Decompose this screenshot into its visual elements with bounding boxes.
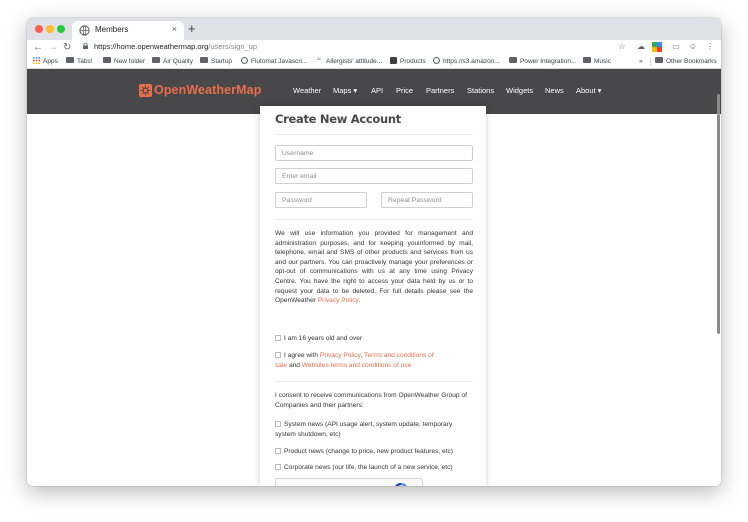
bookmark-label: Other Bookmarks [666, 58, 717, 65]
bookmark-s3-amazon[interactable] [433, 57, 500, 67]
legal-notice [275, 229, 473, 306]
url-path: /users/sign_up [208, 42, 258, 51]
signup-card [260, 106, 486, 486]
bookmark-power-integration[interactable] [509, 57, 576, 67]
url-host: https://home.openweathermap.org [94, 42, 209, 51]
bookmark-startup[interactable] [200, 57, 232, 67]
cast-icon[interactable]: ▭ [672, 42, 680, 51]
divider [275, 381, 473, 382]
folder-icon [583, 57, 591, 63]
wave-icon: ≈ [317, 56, 321, 64]
agree-separator: , [360, 352, 365, 359]
bookmark-label: Allergists' attitude... [326, 58, 383, 65]
corporate-news-checkbox[interactable] [275, 464, 281, 470]
bookmark-label: Apps [43, 58, 58, 65]
address-bar[interactable] [75, 41, 635, 54]
bookmark-music[interactable] [583, 57, 611, 67]
agree-checkbox[interactable] [275, 352, 281, 358]
menu-kebab-icon[interactable]: ⋮ [706, 42, 714, 51]
minimize-window-button[interactable] [46, 25, 54, 33]
nav-widgets[interactable]: Widgets [506, 86, 534, 95]
username-field[interactable]: Username [275, 145, 473, 161]
bookmark-label: https://s3.amazon... [443, 58, 500, 65]
tab-strip [27, 18, 721, 40]
age-check-row [275, 334, 473, 344]
bookmark-label: Startup [211, 58, 232, 65]
new-tab-button[interactable]: + [188, 21, 196, 36]
age-checkbox[interactable] [275, 335, 281, 341]
bookmark-products[interactable] [390, 57, 426, 67]
browser-window [27, 18, 721, 486]
agree-and: and [287, 361, 302, 369]
product-news-row [275, 447, 473, 457]
bookmark-label: Power Integration... [520, 58, 577, 65]
scrollbar-thumb[interactable] [717, 94, 720, 114]
url-text [94, 42, 257, 52]
corporate-news-row [275, 463, 473, 473]
divider [275, 219, 473, 220]
folder-icon [509, 57, 517, 63]
recaptcha-icon [394, 483, 408, 486]
legal-end: . [358, 297, 361, 305]
close-window-button[interactable] [35, 25, 43, 33]
globe-icon [241, 57, 248, 64]
bookmark-other[interactable] [655, 57, 717, 67]
recaptcha-widget [275, 478, 423, 486]
apps-grid-icon [33, 57, 40, 64]
bookmarks-separator [650, 58, 651, 66]
folder-icon [103, 57, 111, 63]
nav-stations[interactable]: Stations [467, 86, 495, 95]
bookmark-new-folder[interactable] [103, 57, 145, 67]
globe-icon [79, 25, 90, 36]
consent-text: I consent to receive communications from OpenWeather Group of Companies and their partners: [275, 392, 467, 409]
folder-icon [66, 57, 74, 63]
tab-members[interactable] [72, 21, 184, 40]
privacy-policy-link[interactable]: Privacy Policy [317, 297, 359, 305]
agree-privacy-link[interactable]: Privacy Policy [319, 352, 361, 359]
cloud-icon[interactable]: ☁ [637, 42, 645, 51]
bookmark-label: Products [400, 58, 426, 65]
system-news-row [275, 420, 473, 439]
lock-icon [83, 43, 88, 49]
bookmark-flutomat[interactable] [241, 57, 307, 67]
product-news-checkbox[interactable] [275, 448, 281, 454]
page-title: Create New Account [275, 112, 401, 126]
agree-website-terms-link[interactable]: Websites terms and conditions of use [301, 361, 412, 369]
email-field[interactable]: Enter email [275, 168, 473, 184]
back-arrow-icon[interactable]: ← [33, 42, 43, 53]
nav-maps[interactable]: Maps ▾ [333, 86, 358, 95]
bookmarks-overflow-button[interactable]: » [639, 58, 643, 65]
folder-icon [655, 57, 663, 63]
agree-terms-sale-link[interactable]: Terms and conditions of sale [275, 352, 434, 369]
agree-row [275, 351, 445, 370]
tab-close-icon[interactable]: × [171, 24, 177, 34]
profile-icon[interactable]: ☺ [688, 42, 698, 51]
forward-arrow-icon[interactable]: → [48, 42, 58, 53]
sun-logo-icon[interactable] [139, 84, 152, 97]
password-field[interactable]: Password [275, 192, 367, 208]
nav-api[interactable]: API [371, 86, 384, 95]
bookmark-label: Air Quality [163, 58, 193, 65]
bookmark-star-icon[interactable]: ☆ [618, 42, 626, 51]
reload-icon[interactable]: ↻ [63, 42, 72, 53]
age-check-label: I am 16 years old and over [284, 335, 363, 342]
tab-title: Members [95, 25, 129, 34]
folder-icon [152, 57, 160, 63]
nav-weather[interactable]: Weather [293, 86, 322, 95]
bookmark-air-quality[interactable] [152, 57, 193, 67]
repeat-password-field[interactable]: Repeat Password [381, 192, 473, 208]
folder-icon [200, 57, 208, 63]
nav-news[interactable]: News [545, 86, 564, 95]
product-news-label: Product news (change to price, new product features, etc) [284, 448, 453, 455]
bookmark-allergists[interactable] [315, 57, 382, 67]
maximize-window-button[interactable] [57, 25, 65, 33]
nav-price[interactable]: Price [396, 86, 414, 95]
bookmark-tabs[interactable] [66, 57, 93, 67]
extension-color-icon[interactable] [652, 42, 662, 52]
legal-text: We will use information you provided for management and administration purposes, and for keeping youinformed by mail, telephone, email and SMS of other products and services from us and our partners. You can proactively manage your preferences or opt-out of communications with us at any time using Privacy Centre. You have the right to access your data held by us or to request your data to be deleted. For full details please see the OpenWeather [275, 230, 473, 305]
agree-prefix: I agree with [284, 352, 320, 359]
bookmark-apps[interactable] [33, 57, 58, 67]
divider [275, 134, 473, 135]
scrollbar-thumb-lower[interactable] [717, 114, 720, 334]
corporate-news-label: Corporate news (our life, the launch of a new service, etc) [284, 464, 453, 471]
nav-about[interactable]: About ▾ [576, 86, 602, 95]
nav-partners[interactable]: Partners [426, 86, 455, 95]
bookmark-label: Tabs! [77, 58, 93, 65]
bookmark-label: Flutomat Javascri... [251, 58, 308, 65]
bookmark-label: New folder [114, 58, 146, 65]
system-news-label: System news (API usage alert, system update, temporary system shutdown, etc) [275, 421, 453, 438]
globe-icon [433, 57, 440, 64]
browser-toolbar [27, 40, 721, 55]
system-news-checkbox[interactable] [275, 421, 281, 427]
site-logo[interactable]: OpenWeatherMap [154, 83, 262, 97]
page-icon [390, 57, 397, 64]
bookmark-label: Music [594, 58, 611, 65]
bookmarks-bar [27, 55, 721, 69]
